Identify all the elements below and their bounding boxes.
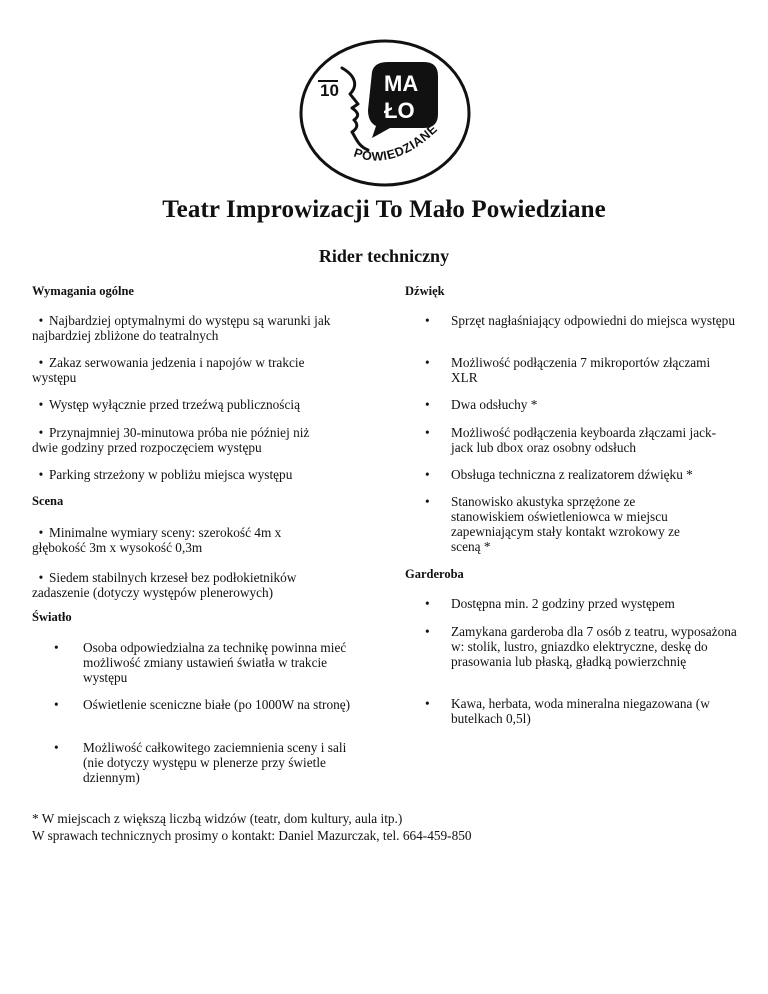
logo xyxy=(298,38,472,188)
list-item: • Przynajmniej 30-minutowa próba nie później niż dwie godziny przed rozpoczęciem występu xyxy=(32,425,310,455)
heading-swiatlo: Światło xyxy=(32,610,72,624)
list-item: • Siedem stabilnych krzeseł bez podłokietników zadaszenie (dotyczy występów plenerowych) xyxy=(32,570,297,600)
bullet-icon: • xyxy=(425,397,430,412)
list-item: • Dwa odsłuchy * xyxy=(400,397,736,412)
bullet-icon: • xyxy=(54,697,59,712)
bullet-icon: • xyxy=(425,494,430,509)
bullet-icon: • xyxy=(32,467,44,482)
list-item: • Dostępna min. 2 godziny przed występem xyxy=(400,596,736,611)
bullet-icon: • xyxy=(425,425,430,440)
logo-line2: ŁO xyxy=(384,98,415,123)
list-item: • Najbardziej optymalnymi do występu są warunki jak najbardziej zbliżone do teatralnych xyxy=(32,313,331,343)
bullet-icon: • xyxy=(32,525,44,540)
logo-arc-text: POWIEDZIANE xyxy=(352,121,441,164)
bullet-icon: • xyxy=(32,355,44,370)
bullet-icon: • xyxy=(425,467,430,482)
list-item: • Sprzęt nagłaśniający odpowiedni do miejsca występu xyxy=(400,313,736,328)
heading-scena: Scena xyxy=(32,494,64,508)
footnote-asterisk: * W miejscach z większą liczbą widzów (teatr, dom kultury, aula itp.) xyxy=(32,811,403,826)
bullet-icon: • xyxy=(425,355,430,370)
list-item: • Osoba odpowiedzialna za technikę powinna mieć możliwość zmiany ustawień światła w trakcie występu xyxy=(32,640,362,685)
logo-number: 10 xyxy=(320,81,339,100)
bullet-icon: • xyxy=(425,696,430,711)
page-subtitle: Rider techniczny xyxy=(318,246,450,266)
bullet-icon: • xyxy=(425,596,430,611)
bullet-icon: • xyxy=(425,313,430,328)
list-item: • Możliwość całkowitego zaciemnienia sceny i sali (nie dotyczy występu w plenerze przy świetle dziennym) xyxy=(32,740,362,785)
bullet-icon: • xyxy=(54,740,59,755)
list-item: • Występ wyłącznie przed trzeźwą publicznością xyxy=(32,397,300,412)
list-item: • Zakaz serwowania jedzenia i napojów w trakcie występu xyxy=(32,355,305,385)
list-item: • Stanowisko akustyka sprzężone ze stanowiskiem oświetleniowca w miejscu zapewniającym stały kontakt wzrokowy ze sceną * xyxy=(400,494,736,554)
bullet-icon: • xyxy=(32,397,44,412)
list-item: • Możliwość podłączenia 7 mikroportów złączami XLR xyxy=(400,355,736,385)
bullet-icon: • xyxy=(54,640,59,655)
list-item: • Oświetlenie sceniczne białe (po 1000W na stronę) xyxy=(32,697,362,712)
page-title: Teatr Improwizacji To Mało Powiedziane xyxy=(162,196,606,223)
list-item: • Parking strzeżony w pobliżu miejsca występu xyxy=(32,467,293,482)
logo-line1: MA xyxy=(384,71,419,96)
face-profile-icon xyxy=(342,68,368,150)
heading-wymagania: Wymagania ogólne xyxy=(32,284,134,298)
bullet-icon: • xyxy=(425,624,430,639)
bullet-icon: • xyxy=(32,313,44,328)
list-item: • Możliwość podłączenia keyboarda złączami jack-jack lub dbox oraz osobny odsłuch xyxy=(400,425,736,455)
heading-garderoba: Garderoba xyxy=(405,567,464,581)
footnote-contact: W sprawach technicznych prosimy o kontakt: Daniel Mazurczak, tel. 664-459-850 xyxy=(32,828,472,843)
bullet-icon: • xyxy=(32,425,44,440)
list-item: • Minimalne wymiary sceny: szerokość 4m x głębokość 3m x wysokość 0,3m xyxy=(32,525,282,555)
list-item: • Obsługa techniczna z realizatorem dźwięku * xyxy=(400,467,736,482)
bullet-icon: • xyxy=(32,570,44,585)
list-item: • Zamykana garderoba dla 7 osób z teatru, wyposażona w: stolik, lustro, gniazdko elektryczne, deskę do prasowania lub płaską, gładką powierzchnię xyxy=(400,624,740,669)
list-item: • Kawa, herbata, woda mineralna niegazowana (w butelkach 0,5l) xyxy=(400,696,740,726)
heading-dzwiek: Dźwięk xyxy=(405,284,445,298)
